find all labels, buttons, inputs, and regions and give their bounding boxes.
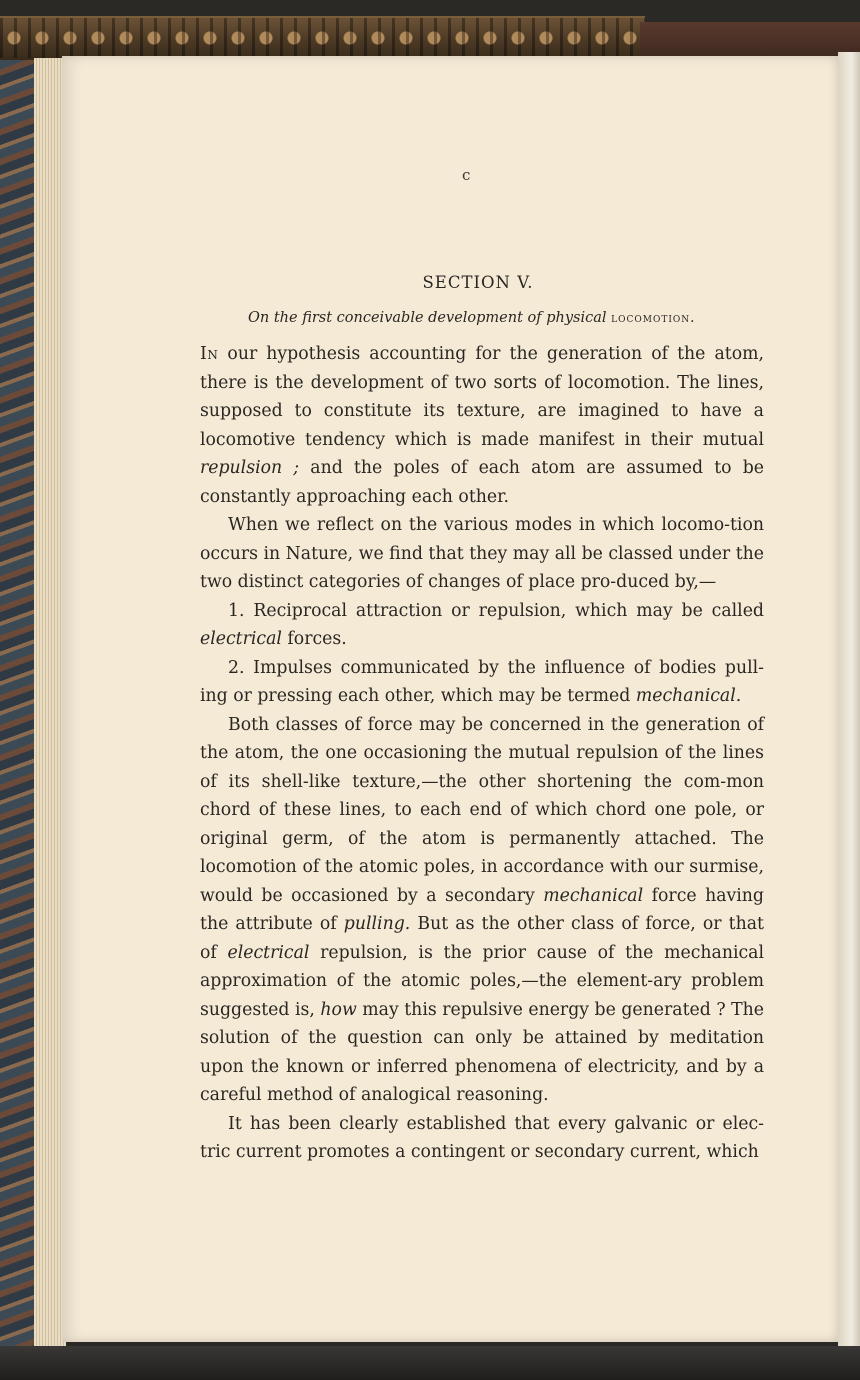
text-run: Both classes of force may be concerned in the generation of the atom, the one occasioning the mutual repulsion of the lines of its shell-like texture,—the other shortening the com-mon chord of these lines, to each end of which chord one pole, or original germ, of the atom is permanently attached. The locomotion of the atomic poles, in accordance with our surmise, would be occasioned by a secondary — [200, 714, 764, 906]
text-run: repulsion, is the prior cause of the mechanical approximation of the atomic poles,—the element-ary problem suggested is, — [200, 942, 764, 1020]
emphasis: electrical — [227, 942, 310, 963]
text-run: force having the attribute of — [200, 885, 764, 934]
paragraph-5 — [200, 711, 764, 1110]
text-run: and the poles of each atom are assumed to be constantly approaching each other. — [200, 458, 764, 507]
paragraph-3 — [200, 597, 764, 654]
cover-binding — [640, 22, 860, 58]
emphasis: repulsion ; — [200, 458, 300, 478]
text-run: our hypothesis accounting for the generation of the atom, there is the development of two sorts of locomotion. The lines, supposed to constitute its texture, are imagined to have a locomotive tendency which is made manifest in their mutual — [200, 344, 764, 450]
paragraph-4 — [200, 654, 764, 711]
emphasis: electrical — [200, 629, 282, 649]
section-subtitle — [248, 310, 695, 326]
bottom-shadow — [0, 1346, 860, 1380]
paragraph-6: It has been clearly established that every galvanic or elec-tric current promotes a contingent or secondary current, which — [200, 1113, 764, 1162]
lead-word: In — [200, 344, 219, 364]
section-title-text: SECTION V. — [422, 273, 534, 292]
text-run: 2. Impulses communicated by the influence of bodies pull-ing or pressing each other, which may be termed — [200, 657, 764, 706]
right-page-edge — [838, 52, 860, 1352]
signature-mark: c — [462, 166, 471, 184]
emphasis: mechanical — [543, 885, 644, 906]
emphasis: how — [320, 999, 357, 1020]
text-run: may this repulsive energy be generated ? The solution of the question can only be attained by meditation upon the known or inferred phenomena of electricity, and by a careful method of analogical reasoning. — [200, 999, 765, 1105]
emphasis: pulling. — [343, 914, 411, 934]
text-run: But as the other class of force, or that of — [200, 914, 764, 963]
paragraph-1 — [200, 340, 764, 511]
subtitle-caps: locomotion. — [611, 310, 696, 326]
subtitle-italic: On the first conceivable development of physical — [248, 310, 607, 326]
text-run: forces. — [281, 629, 347, 649]
text-run: 1. Reciprocal attraction or repulsion, which may be called — [228, 600, 764, 621]
body-text — [200, 340, 764, 1167]
cover-ornament — [0, 16, 645, 60]
paragraph-2: When we reflect on the various modes in which locomo-tion occurs in Nature, we find that they may all be classed under the two distinct categories of changes of place pro-duced by,— — [200, 515, 764, 592]
emphasis: mechanical. — [635, 686, 742, 706]
section-title — [0, 273, 860, 292]
